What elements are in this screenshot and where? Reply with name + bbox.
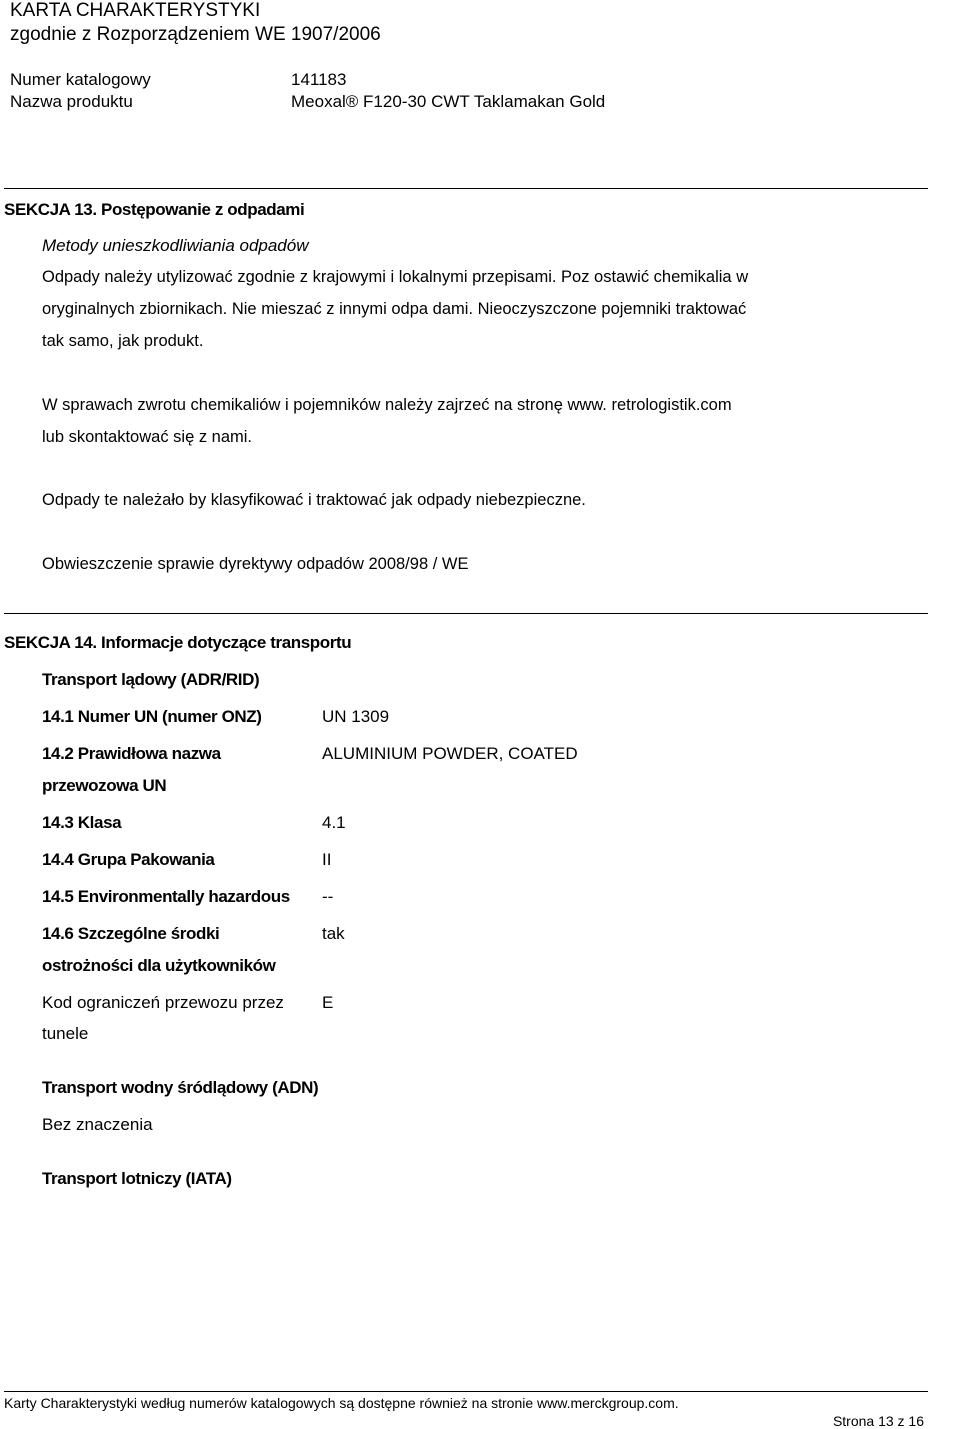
tunnel-code-value: E <box>322 993 334 1012</box>
inland-waterway-value: Bez znaczenia <box>42 1115 153 1134</box>
disposal-text-line: oryginalnych zbiornikach. Nie mieszać z innymi odpa dami. Nieoczyszczone pojemniki traktować <box>42 300 747 318</box>
return-text-line: lub skontaktować się z nami. <box>42 428 253 446</box>
tunnel-code-label: Kod ograniczeń przewozu przez <box>42 993 284 1012</box>
product-name-label: Nazwa produktu <box>10 92 133 111</box>
section-13-subtitle: Metody unieszkodliwiania odpadów <box>42 236 309 255</box>
disposal-text-line: tak samo, jak produkt. <box>42 332 204 350</box>
return-text-line: W sprawach zwrotu chemikaliów i pojemników należy zajrzeć na stronę www. retrologistik.com <box>42 396 732 414</box>
un-number-value: UN 1309 <box>322 707 390 726</box>
directive-text: Obwieszczenie sprawie dyrektywy odpadów 2008/98 / WE <box>42 555 469 573</box>
shipping-name-label: 14.2 Prawidłowa nazwa <box>42 744 221 763</box>
land-transport-title: Transport lądowy (ADR/RID) <box>42 670 260 689</box>
air-transport-title: Transport lotniczy (IATA) <box>42 1169 232 1188</box>
section-13-title: SEKCJA 13. Postępowanie z odpadami <box>4 200 305 219</box>
class-label: 14.3 Klasa <box>42 813 122 832</box>
page-number: Strona 13 z 16 <box>832 1413 924 1429</box>
un-number-label: 14.1 Numer UN (numer ONZ) <box>42 707 262 726</box>
class-value: 4.1 <box>322 813 346 832</box>
footer-note: Karty Charakterystyki według numerów katalogowych są dostępne również na stronie www.merckgroup.com. <box>4 1395 679 1411</box>
packing-group-value: II <box>322 850 332 869</box>
section-14-title: SEKCJA 14. Informacje dotyczące transportu <box>4 633 352 652</box>
special-precautions-label: ostrożności dla użytkowników <box>42 956 276 975</box>
shipping-name-value: ALUMINIUM POWDER, COATED <box>322 744 578 763</box>
shipping-name-label: przewozowa UN <box>42 776 167 795</box>
inland-waterway-title: Transport wodny śródlądowy (ADN) <box>42 1078 319 1097</box>
document-title: KARTA CHARAKTERYSTYKI <box>10 0 261 21</box>
environmental-hazard-value: -- <box>322 887 334 906</box>
footer-divider <box>4 1391 928 1392</box>
disposal-text-line: Odpady należy utylizować zgodnie z krajowymi i lokalnymi przepisami. Poz ostawić chemikalia w <box>42 268 749 286</box>
regulation-line: zgodnie z Rozporządzeniem WE 1907/2006 <box>10 24 381 45</box>
catalog-number-value: 141183 <box>291 70 347 89</box>
special-precautions-label: 14.6 Szczególne środki <box>42 924 220 943</box>
section-divider <box>4 188 928 189</box>
hazardous-waste-text: Odpady te należało by klasyfikować i traktować jak odpady niebezpieczne. <box>42 491 586 509</box>
tunnel-code-label: tunele <box>42 1024 89 1043</box>
special-precautions-value: tak <box>322 924 345 943</box>
section-divider <box>4 613 928 614</box>
product-name-value: Meoxal® F120-30 CWT Taklamakan Gold <box>291 92 606 111</box>
packing-group-label: 14.4 Grupa Pakowania <box>42 850 215 869</box>
environmental-hazard-label: 14.5 Environmentally hazardous <box>42 887 290 906</box>
catalog-number-label: Numer katalogowy <box>10 70 151 89</box>
